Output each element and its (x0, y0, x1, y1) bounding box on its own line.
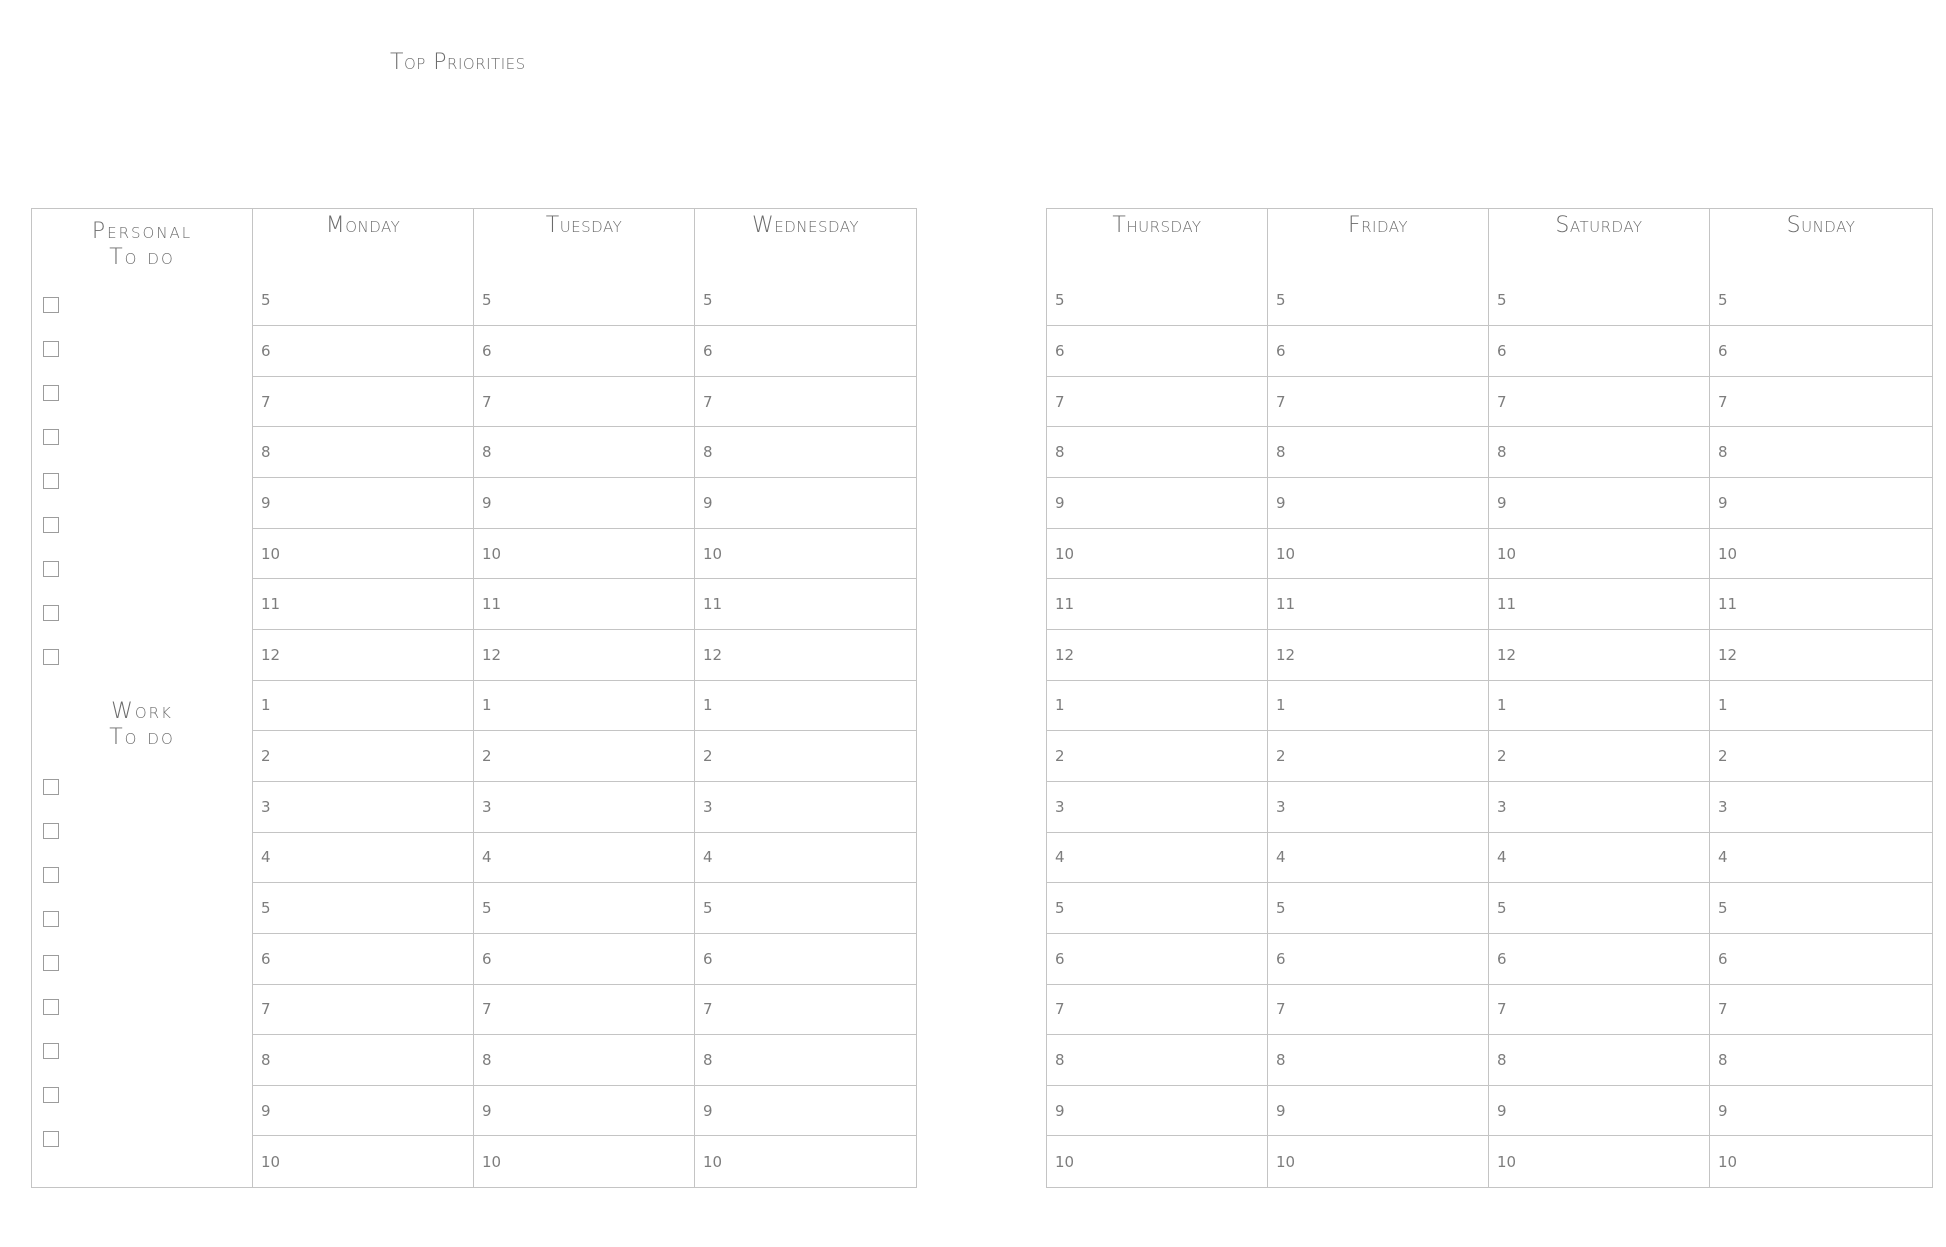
day-column-thursday (1047, 209, 1268, 1187)
hour-slot[interactable]: 10 (1268, 529, 1488, 580)
hour-slot[interactable]: 12 (253, 630, 473, 681)
hour-slot[interactable]: 8 (1268, 1035, 1488, 1086)
hour-slot[interactable]: 7 (253, 985, 473, 1036)
hour-slot[interactable]: 9 (1489, 478, 1709, 529)
hour-slot[interactable]: 6 (1489, 326, 1709, 377)
hour-slot[interactable]: 5 (253, 883, 473, 934)
hour-slot[interactable]: 9 (253, 1086, 473, 1137)
hour-slot[interactable]: 11 (695, 579, 916, 630)
hour-slot[interactable]: 11 (474, 579, 694, 630)
hour-slot[interactable]: 1 (1489, 681, 1709, 732)
hour-slot[interactable]: 1 (474, 681, 694, 732)
hour-slot[interactable]: 10 (474, 529, 694, 580)
hour-slot[interactable]: 5 (1710, 883, 1932, 934)
hour-slot[interactable]: 10 (1489, 529, 1709, 580)
day-column-sunday (1710, 209, 1932, 1187)
day-header: Saturday (1555, 213, 1643, 238)
hour-slot[interactable]: 5 (1489, 276, 1709, 327)
left-day-columns (253, 209, 916, 1187)
work-todo-checkbox[interactable] (43, 867, 59, 883)
hour-slot[interactable]: 7 (1047, 377, 1267, 428)
hour-slot[interactable]: 2 (695, 731, 916, 782)
hour-slot[interactable]: 7 (474, 985, 694, 1036)
hour-slot[interactable]: 6 (253, 934, 473, 985)
hour-slot[interactable]: 6 (1489, 934, 1709, 985)
day-header: Monday (325, 213, 401, 238)
day-header: Thursday (1112, 213, 1202, 238)
hour-slot[interactable]: 2 (474, 731, 694, 782)
hour-slot[interactable]: 3 (1710, 782, 1932, 833)
hour-slot[interactable]: 8 (1489, 1035, 1709, 1086)
work-heading-line-1: Work (111, 699, 173, 724)
hour-slot[interactable]: 11 (1268, 579, 1488, 630)
personal-todo-heading (32, 219, 252, 271)
hour-slot[interactable]: 6 (1710, 326, 1932, 377)
hour-slot[interactable]: 2 (1047, 731, 1267, 782)
hour-slot[interactable]: 1 (253, 681, 473, 732)
hour-slot[interactable]: 5 (1268, 276, 1488, 327)
hour-slot[interactable]: 4 (1710, 833, 1932, 884)
hour-slot[interactable]: 6 (1710, 934, 1932, 985)
personal-todo-checkbox[interactable] (43, 385, 59, 401)
hour-slot[interactable]: 8 (474, 427, 694, 478)
personal-heading-line-1: Personal (91, 219, 193, 244)
hour-slot[interactable]: 8 (1047, 427, 1267, 478)
hour-slot[interactable]: 2 (253, 731, 473, 782)
hour-slot[interactable]: 9 (474, 478, 694, 529)
hour-slot[interactable]: 3 (1047, 782, 1267, 833)
hour-slot[interactable]: 4 (253, 833, 473, 884)
work-todo-checkbox[interactable] (43, 779, 59, 795)
personal-todo-checkbox[interactable] (43, 517, 59, 533)
hour-slot[interactable]: 6 (474, 326, 694, 377)
hour-slot[interactable]: 6 (695, 326, 916, 377)
hour-slot[interactable]: 10 (253, 529, 473, 580)
hour-slot[interactable]: 4 (474, 833, 694, 884)
hour-slot[interactable]: 6 (1047, 934, 1267, 985)
hour-slot[interactable]: 3 (253, 782, 473, 833)
work-todo-checkbox[interactable] (43, 1043, 59, 1059)
left-planner-panel (31, 208, 917, 1188)
hour-slot[interactable]: 4 (695, 833, 916, 884)
hour-slot[interactable]: 6 (1047, 326, 1267, 377)
hour-slot[interactable]: 8 (695, 427, 916, 478)
hour-slot[interactable]: 5 (1268, 883, 1488, 934)
personal-todo-checkbox[interactable] (43, 605, 59, 621)
hour-slot[interactable]: 12 (1489, 630, 1709, 681)
personal-todo-checkbox[interactable] (43, 341, 59, 357)
hour-slot[interactable]: 8 (1710, 1035, 1932, 1086)
personal-heading-line-2: To do (109, 245, 175, 270)
hour-slot[interactable]: 10 (1276, 1152, 1296, 1171)
hour-slot[interactable]: 12 (474, 630, 694, 681)
hour-slot[interactable]: 7 (1710, 985, 1932, 1036)
top-priorities-title: Top Priorities (390, 50, 526, 75)
hour-slot[interactable]: 11 (1047, 579, 1267, 630)
hour-slot[interactable]: 4 (1489, 833, 1709, 884)
personal-todo-checkbox[interactable] (43, 561, 59, 577)
hour-slot[interactable]: 7 (1489, 985, 1709, 1036)
hour-slot[interactable]: 7 (1047, 985, 1267, 1036)
hour-slot[interactable]: 4 (1268, 833, 1488, 884)
hour-slot[interactable]: 9 (1489, 1086, 1709, 1137)
hour-slot[interactable]: 7 (1489, 377, 1709, 428)
work-todo-checkbox[interactable] (43, 1131, 59, 1147)
hour-slot[interactable]: 5 (1047, 883, 1267, 934)
hour-slot[interactable]: 8 (253, 1035, 473, 1086)
hour-slot[interactable]: 10 (695, 529, 916, 580)
hour-slot[interactable]: 8 (1268, 427, 1488, 478)
hour-slot[interactable]: 3 (1268, 782, 1488, 833)
hour-slot[interactable]: 4 (1047, 833, 1267, 884)
hour-slot[interactable]: 6 (1268, 326, 1488, 377)
day-column-saturday (1489, 209, 1710, 1187)
hour-slot[interactable]: 12 (695, 630, 916, 681)
hour-slot[interactable]: 8 (253, 427, 473, 478)
hour-slot[interactable]: 5 (1047, 276, 1267, 327)
hour-slot[interactable]: 3 (1489, 782, 1709, 833)
day-header: Wednesday (751, 213, 860, 238)
hour-slot[interactable]: 9 (695, 478, 916, 529)
hour-slot[interactable]: 8 (1047, 1035, 1267, 1086)
hour-slot[interactable]: 5 (1710, 276, 1932, 327)
hour-slot[interactable]: 5 (474, 883, 694, 934)
hour-slot[interactable]: 12 (1268, 630, 1488, 681)
hour-slot[interactable]: 6 (253, 326, 473, 377)
hour-slot[interactable]: 11 (1710, 579, 1932, 630)
work-todo-heading (32, 699, 252, 751)
hour-slot[interactable]: 10 (1497, 1152, 1517, 1171)
hour-slot[interactable]: 8 (474, 1035, 694, 1086)
hour-slot[interactable]: 10 (1718, 1152, 1738, 1171)
hour-slot[interactable]: 10 (482, 1152, 502, 1171)
hour-slot[interactable]: 5 (1489, 883, 1709, 934)
hour-slot[interactable]: 11 (253, 579, 473, 630)
work-todo-checkbox[interactable] (43, 999, 59, 1015)
hour-slot[interactable]: 3 (695, 782, 916, 833)
day-column-tuesday (474, 209, 695, 1187)
hour-slot[interactable]: 6 (1268, 934, 1488, 985)
right-day-columns (1047, 209, 1932, 1187)
hour-slot[interactable]: 7 (253, 377, 473, 428)
hour-slot[interactable]: 8 (1489, 427, 1709, 478)
hour-slot[interactable]: 1 (1047, 681, 1267, 732)
day-header: Tuesday (545, 213, 623, 238)
hour-slot[interactable]: 9 (1710, 478, 1932, 529)
hour-slot[interactable]: 9 (1047, 478, 1267, 529)
hour-slot[interactable]: 10 (1710, 529, 1932, 580)
hour-slot[interactable]: 12 (1047, 630, 1267, 681)
hour-slot[interactable]: 10 (261, 1152, 281, 1171)
hour-slot[interactable]: 6 (474, 934, 694, 985)
hour-slot[interactable]: 1 (695, 681, 916, 732)
day-column-friday (1268, 209, 1489, 1187)
hour-slot[interactable]: 5 (474, 276, 694, 327)
hour-slot[interactable]: 9 (1268, 478, 1488, 529)
hour-slot[interactable]: 2 (1489, 731, 1709, 782)
hour-slot[interactable]: 9 (695, 1086, 916, 1137)
day-header: Friday (1347, 213, 1409, 238)
work-todo-checkbox[interactable] (43, 911, 59, 927)
hour-slot[interactable]: 7 (1710, 377, 1932, 428)
hour-slot[interactable]: 10 (1047, 529, 1267, 580)
work-heading-line-2: To do (109, 725, 175, 750)
hour-slot[interactable]: 10 (1055, 1152, 1075, 1171)
hour-slot[interactable]: 5 (253, 276, 473, 327)
hour-slot[interactable]: 7 (1268, 985, 1488, 1036)
day-header: Sunday (1786, 213, 1856, 238)
personal-todo-checkbox[interactable] (43, 473, 59, 489)
personal-todo-checkbox[interactable] (43, 297, 59, 313)
hour-slot[interactable]: 7 (695, 985, 916, 1036)
work-todo-checkbox[interactable] (43, 823, 59, 839)
hour-slot[interactable]: 1 (1268, 681, 1488, 732)
right-planner-panel (1046, 208, 1933, 1188)
todo-column (32, 209, 253, 1187)
hour-slot[interactable]: 10 (703, 1152, 723, 1171)
day-column-monday (253, 209, 474, 1187)
day-column-wednesday (695, 209, 916, 1187)
hour-slot[interactable]: 9 (474, 1086, 694, 1137)
hour-slot[interactable]: 1 (1710, 681, 1932, 732)
hour-slot[interactable]: 7 (695, 377, 916, 428)
hour-slot[interactable]: 7 (1268, 377, 1488, 428)
hour-slot[interactable]: 9 (1047, 1086, 1267, 1137)
work-todo-checkbox[interactable] (43, 1087, 59, 1103)
hour-slot[interactable]: 6 (695, 934, 916, 985)
hour-slot[interactable]: 9 (253, 478, 473, 529)
work-todo-checkbox[interactable] (43, 955, 59, 971)
hour-slot[interactable]: 2 (1710, 731, 1932, 782)
hour-slot[interactable]: 8 (695, 1035, 916, 1086)
hour-slot[interactable]: 8 (1710, 427, 1932, 478)
hour-slot[interactable]: 5 (695, 883, 916, 934)
hour-slot[interactable]: 12 (1710, 630, 1932, 681)
hour-slot[interactable]: 3 (474, 782, 694, 833)
hour-slot[interactable]: 5 (695, 276, 916, 327)
hour-slot[interactable]: 9 (1268, 1086, 1488, 1137)
hour-slot[interactable]: 11 (1489, 579, 1709, 630)
hour-slot[interactable]: 2 (1268, 731, 1488, 782)
personal-todo-checkbox[interactable] (43, 649, 59, 665)
hour-slot[interactable]: 9 (1710, 1086, 1932, 1137)
personal-todo-checkbox[interactable] (43, 429, 59, 445)
hour-slot[interactable]: 7 (474, 377, 694, 428)
